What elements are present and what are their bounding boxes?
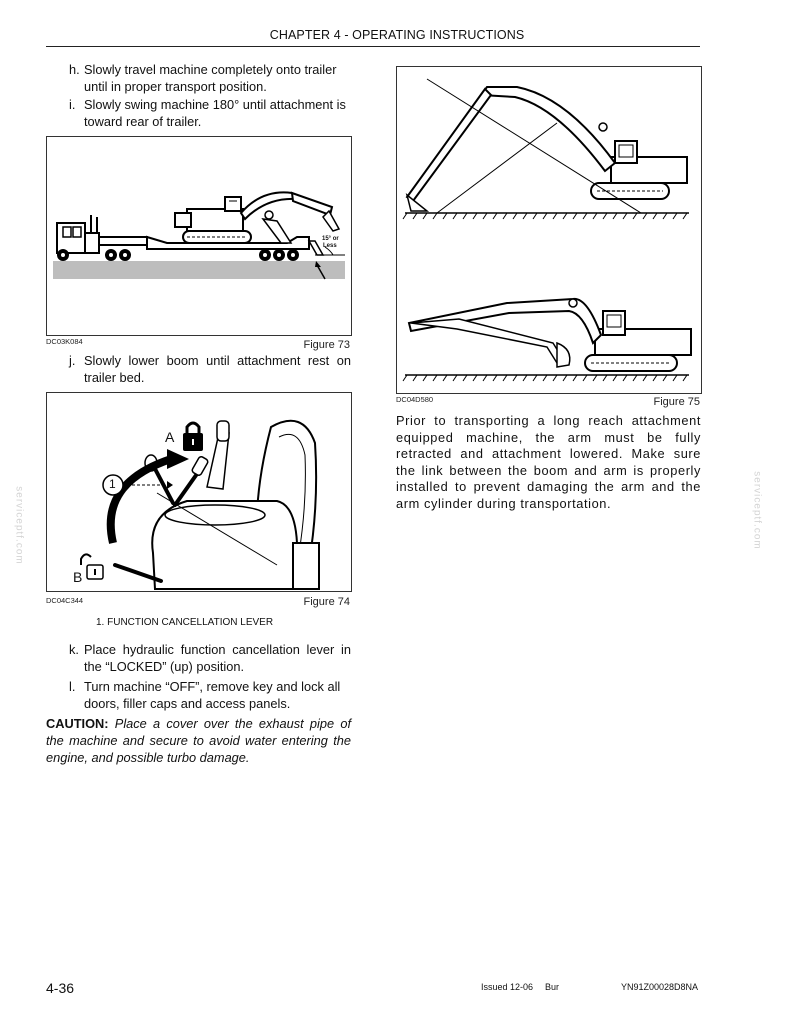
step-k [69, 641, 351, 675]
step-l-label: l. [69, 679, 76, 694]
step-k-text: Place hydraulic function cancellation lever in the “LOCKED” (up) position. [84, 642, 351, 674]
figure-75-frame [396, 66, 702, 394]
page-number: 4-36 [46, 980, 75, 996]
figure-74-callout-1: 1 [109, 477, 116, 491]
step-l [69, 678, 351, 712]
header-rule [46, 46, 700, 47]
step-h-text: Slowly travel machine completely onto trailer until in proper transport position. [84, 62, 337, 94]
step-h-label: h. [69, 62, 80, 77]
long-reach-excavator-illustration [397, 67, 701, 393]
step-h [69, 61, 351, 95]
trailer-excavator-illustration [47, 137, 351, 335]
footer-author: Bur [545, 982, 560, 992]
step-i-label: i. [69, 97, 76, 112]
figure-74-frame [46, 392, 352, 592]
step-l-text: Turn machine “OFF”, remove key and lock all doors, filler caps and access panels. [84, 679, 341, 711]
caution-note [46, 715, 351, 766]
lock-lever-illustration [47, 393, 351, 591]
step-i [69, 96, 351, 130]
figure-74-label-b: B [73, 569, 83, 585]
figure-74-id: DC04C344 [46, 596, 84, 605]
step-j-label: j. [69, 353, 76, 368]
figure-73-angle-label-1: 15° or [322, 236, 339, 242]
footer-doc-code: YN91Z00028D8NA [621, 982, 699, 992]
figure-74-number: Figure 74 [303, 596, 350, 608]
figure-74-caption: 1. FUNCTION CANCELLATION LEVER [96, 617, 274, 628]
caution-text: Place a cover over the exhaust pipe of the machine and secure to avoid water entering the engine, and possible turbo damage. [46, 716, 351, 765]
figure-73-frame [46, 136, 352, 336]
figure-73-number: Figure 73 [303, 339, 350, 351]
watermark-left: serviceptf.com [13, 486, 25, 565]
figure-73-id: DC03K084 [46, 337, 83, 346]
footer-issued: Issued 12-06 [481, 982, 534, 992]
step-j-text: Slowly lower boom until attachment rest on trailer bed. [84, 353, 351, 385]
figure-75-number: Figure 75 [653, 396, 700, 408]
transport-paragraph: Prior to transporting a long reach attachment equipped machine, the arm must be fully retracted and attachment lowered. Make sure the link between the boom and arm is properly installed to prevent damaging the arm and the arm cylinder during transportation. [396, 413, 701, 511]
figure-73-angle-label-2: Less [323, 243, 337, 249]
chapter-header: CHAPTER 4 - OPERATING INSTRUCTIONS [269, 28, 525, 42]
step-i-text: Slowly swing machine 180° until attachment is toward rear of trailer. [84, 97, 346, 129]
step-k-label: k. [69, 642, 79, 657]
step-j [69, 352, 351, 386]
caution-label: CAUTION: [46, 716, 109, 731]
figure-75-id: DC04D580 [396, 395, 434, 404]
figure-74-label-a: A [165, 429, 175, 445]
watermark-right: serviceptf.com [751, 471, 763, 550]
